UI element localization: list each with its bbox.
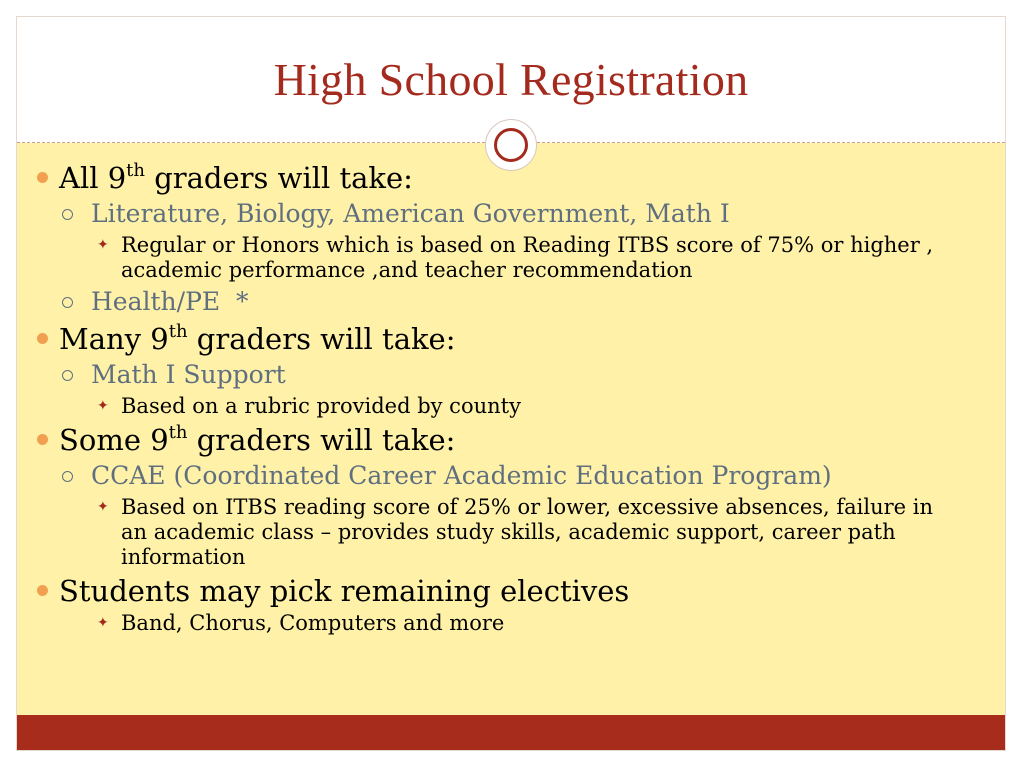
bullet-level3-regular-honors bbox=[0, 233, 988, 283]
bullet-text: Based on ITBS reading score of 25% or lower, excessive absences, failure in an academic class – provides study skills, academic support, career path information bbox=[121, 495, 934, 569]
bullet-level2-math-support bbox=[0, 359, 988, 391]
bullet-level1-many-9th bbox=[0, 321, 988, 357]
bullet-level2-health-pe bbox=[0, 286, 988, 318]
bullet-text: Band, Chorus, Computers and more bbox=[121, 611, 505, 635]
ring-inner bbox=[494, 128, 528, 162]
hollow-circle-icon bbox=[62, 471, 73, 482]
bullet-level1-all-9th bbox=[0, 160, 988, 196]
bullet-text: Math I Support bbox=[91, 360, 286, 389]
bullet-text-pre: Many 9 bbox=[59, 322, 169, 356]
bullet-text: Health/PE * bbox=[91, 287, 249, 316]
hollow-circle-icon bbox=[62, 297, 73, 308]
hollow-circle-icon bbox=[62, 370, 73, 381]
bullet-text-pre: Some 9 bbox=[59, 423, 169, 457]
bullet-level3-rubric bbox=[0, 394, 988, 419]
filled-circle-icon bbox=[37, 333, 48, 344]
bullet-text-pre: All 9 bbox=[59, 161, 127, 195]
filled-circle-icon bbox=[37, 434, 48, 445]
slide-title: High School Registration bbox=[273, 54, 749, 105]
bullet-text: CCAE (Coordinated Career Academic Education Program) bbox=[91, 461, 832, 490]
bullet-text-post: graders will take: bbox=[145, 161, 413, 195]
bullet-list bbox=[0, 160, 988, 639]
filled-circle-icon bbox=[37, 585, 48, 596]
bullet-level2-core-courses bbox=[0, 198, 988, 230]
bullet-level3-ccae-criteria bbox=[0, 495, 988, 570]
bullet-text-post: graders will take: bbox=[187, 322, 456, 356]
filled-circle-icon bbox=[37, 172, 48, 183]
four-point-star-icon: ✦ bbox=[97, 398, 109, 414]
bullet-level1-electives bbox=[0, 573, 988, 609]
bullet-text-post: graders will take: bbox=[187, 423, 456, 457]
ordinal-suffix: th bbox=[126, 160, 145, 181]
four-point-star-icon: ✦ bbox=[97, 499, 109, 515]
hollow-circle-icon bbox=[62, 209, 73, 220]
four-point-star-icon: ✦ bbox=[97, 237, 109, 253]
four-point-star-icon: ✦ bbox=[97, 615, 109, 631]
ordinal-suffix: th bbox=[168, 321, 188, 342]
bullet-level1-some-9th bbox=[0, 422, 988, 458]
bullet-text: Literature, Biology, American Government, Math I bbox=[91, 199, 730, 228]
bullet-level2-ccae bbox=[0, 460, 988, 492]
bottom-bar bbox=[17, 715, 1005, 750]
bullet-text: Regular or Honors which is based on Reading ITBS score of 75% or higher , academic performance ,and teacher recommendation bbox=[121, 233, 934, 282]
bullet-text: Based on a rubric provided by county bbox=[121, 394, 521, 418]
bullet-text: Students may pick remaining electives bbox=[59, 574, 630, 608]
ordinal-suffix: th bbox=[168, 422, 188, 443]
bullet-level3-electives-list bbox=[0, 611, 988, 636]
